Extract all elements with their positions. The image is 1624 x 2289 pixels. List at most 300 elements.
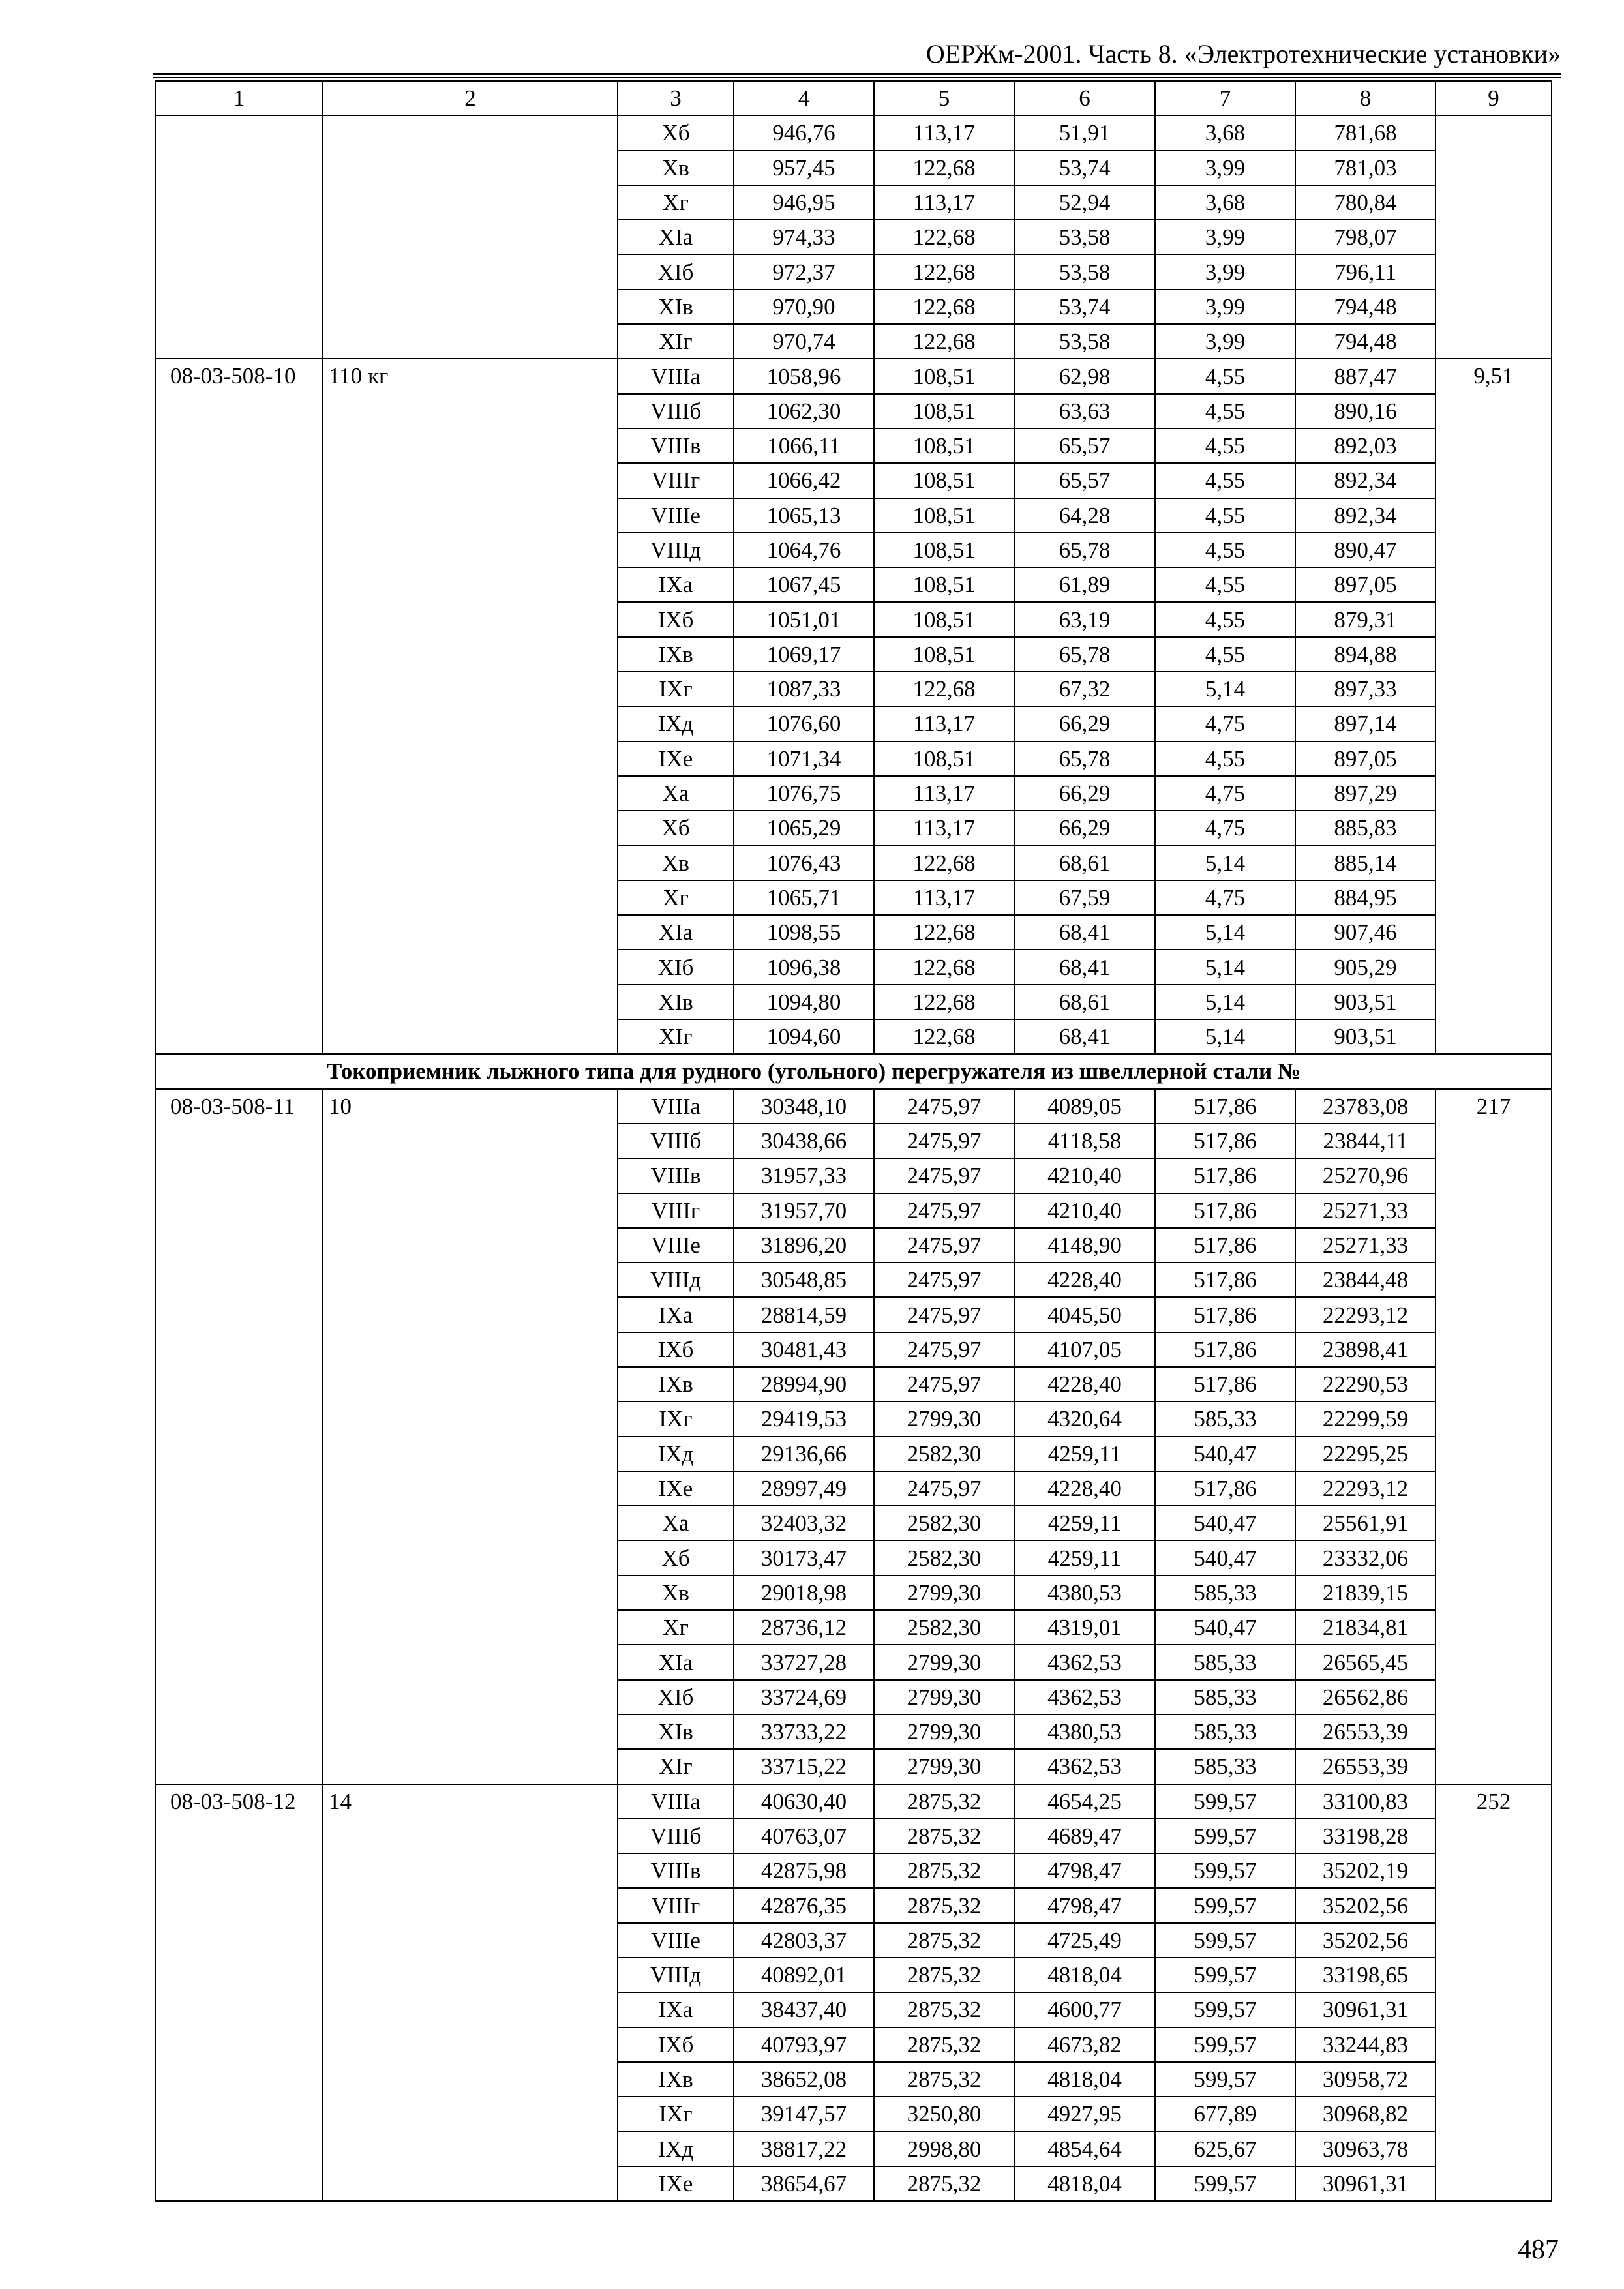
machinist-wages-cell: 5,14 (1155, 915, 1295, 950)
machine-cost-cell: 4798,47 (1014, 1853, 1155, 1888)
total-cost-cell: 946,76 (734, 115, 874, 150)
total-cost-cell: 33715,22 (734, 1749, 874, 1784)
machine-cost-cell: 4259,11 (1014, 1540, 1155, 1575)
total-cost-cell: 40892,01 (734, 1958, 874, 1992)
machinist-wages-cell: 540,47 (1155, 1540, 1295, 1575)
region-cell: Xа (618, 776, 734, 811)
column-number: 1 (155, 81, 323, 115)
wages-cell: 108,51 (874, 359, 1014, 393)
total-cost-cell: 32403,32 (734, 1506, 874, 1540)
wages-cell: 122,68 (874, 985, 1014, 1019)
materials-cost-cell: 879,31 (1295, 602, 1436, 636)
header-divider (153, 73, 1561, 78)
machine-cost-cell: 64,28 (1014, 498, 1155, 533)
materials-cost-cell: 892,03 (1295, 428, 1436, 463)
wages-cell: 2875,32 (874, 2027, 1014, 2062)
page-number: 487 (1518, 2235, 1559, 2265)
materials-cost-cell: 30958,72 (1295, 2062, 1436, 2097)
total-cost-cell: 972,37 (734, 254, 874, 289)
machinist-wages-cell: 517,86 (1155, 1158, 1295, 1193)
rate-code-cell (155, 115, 323, 359)
wages-cell: 2582,30 (874, 1540, 1014, 1575)
materials-cost-cell: 887,47 (1295, 359, 1436, 393)
rate-code-cell: 08-03-508-12 (155, 1784, 323, 2202)
machine-cost-cell: 53,74 (1014, 290, 1155, 324)
rate-code-cell: 08-03-508-11 (155, 1089, 323, 1784)
total-cost-cell: 30481,43 (734, 1332, 874, 1367)
materials-cost-cell: 22293,12 (1295, 1297, 1436, 1332)
materials-cost-cell: 903,51 (1295, 1019, 1436, 1054)
table-row (155, 115, 1552, 150)
machinist-wages-cell: 517,86 (1155, 1332, 1295, 1367)
rate-code-cell: 08-03-508-10 (155, 359, 323, 1054)
materials-cost-cell: 35202,56 (1295, 1888, 1436, 1922)
machine-cost-cell: 4107,05 (1014, 1332, 1155, 1367)
total-cost-cell: 1066,11 (734, 428, 874, 463)
total-cost-cell: 1065,29 (734, 811, 874, 845)
region-cell: VIIIа (618, 1089, 734, 1124)
machine-cost-cell: 67,59 (1014, 880, 1155, 915)
region-cell: IXа (618, 1297, 734, 1332)
machinist-wages-cell: 540,47 (1155, 1506, 1295, 1540)
region-cell: VIIIг (618, 463, 734, 498)
wages-cell: 122,68 (874, 672, 1014, 706)
machine-cost-cell: 4654,25 (1014, 1784, 1155, 1819)
materials-cost-cell: 23844,48 (1295, 1263, 1436, 1297)
region-cell: IXе (618, 741, 734, 776)
total-cost-cell: 1094,60 (734, 1019, 874, 1054)
wages-cell: 2875,32 (874, 1992, 1014, 2027)
total-cost-cell: 31957,33 (734, 1158, 874, 1193)
wages-cell: 2799,30 (874, 1645, 1014, 1679)
region-cell: IXб (618, 2027, 734, 2062)
machinist-wages-cell: 517,86 (1155, 1124, 1295, 1158)
machine-cost-cell: 61,89 (1014, 567, 1155, 602)
wages-cell: 108,51 (874, 428, 1014, 463)
wages-cell: 108,51 (874, 637, 1014, 672)
region-cell: VIIIв (618, 1853, 734, 1888)
region-cell: IXа (618, 1992, 734, 2027)
materials-cost-cell: 25561,91 (1295, 1506, 1436, 1540)
wages-cell: 2875,32 (874, 2062, 1014, 2097)
wages-cell: 108,51 (874, 602, 1014, 636)
materials-cost-cell: 26565,45 (1295, 1645, 1436, 1679)
region-cell: IXг (618, 1401, 734, 1436)
wages-cell: 2875,32 (874, 1923, 1014, 1958)
machinist-wages-cell: 517,86 (1155, 1367, 1295, 1401)
wages-cell: 113,17 (874, 880, 1014, 915)
labor-cost-cell: 252 (1436, 1784, 1552, 2202)
machine-cost-cell: 62,98 (1014, 359, 1155, 393)
wages-cell: 113,17 (874, 706, 1014, 741)
region-cell: VIIIе (618, 1228, 734, 1263)
region-cell: XIа (618, 915, 734, 950)
total-cost-cell: 1058,96 (734, 359, 874, 393)
total-cost-cell: 38652,08 (734, 2062, 874, 2097)
materials-cost-cell: 26562,86 (1295, 1680, 1436, 1714)
machine-cost-cell: 4854,64 (1014, 2132, 1155, 2166)
materials-cost-cell: 23844,11 (1295, 1124, 1436, 1158)
region-cell: Xв (618, 1576, 734, 1610)
total-cost-cell: 970,90 (734, 290, 874, 324)
materials-cost-cell: 23898,41 (1295, 1332, 1436, 1367)
wages-cell: 122,68 (874, 220, 1014, 254)
machine-cost-cell: 53,58 (1014, 220, 1155, 254)
machinist-wages-cell: 3,99 (1155, 324, 1295, 359)
region-cell: VIIIб (618, 1124, 734, 1158)
total-cost-cell: 40793,97 (734, 2027, 874, 2062)
region-cell: Xб (618, 115, 734, 150)
machine-cost-cell: 4380,53 (1014, 1714, 1155, 1749)
total-cost-cell: 38437,40 (734, 1992, 874, 2027)
materials-cost-cell: 885,14 (1295, 846, 1436, 880)
table-row (155, 1089, 1552, 1124)
machine-cost-cell: 4319,01 (1014, 1610, 1155, 1645)
materials-cost-cell: 26553,39 (1295, 1749, 1436, 1784)
materials-cost-cell: 905,29 (1295, 950, 1436, 984)
wages-cell: 2799,30 (874, 1749, 1014, 1784)
machinist-wages-cell: 5,14 (1155, 1019, 1295, 1054)
machine-cost-cell: 4148,90 (1014, 1228, 1155, 1263)
materials-cost-cell: 22293,12 (1295, 1471, 1436, 1506)
region-cell: XIг (618, 324, 734, 359)
total-cost-cell: 970,74 (734, 324, 874, 359)
wages-cell: 122,68 (874, 254, 1014, 289)
table-body (155, 115, 1552, 2201)
wages-cell: 113,17 (874, 185, 1014, 220)
wages-cell: 2475,97 (874, 1332, 1014, 1367)
region-cell: XIг (618, 1019, 734, 1054)
wages-cell: 2475,97 (874, 1367, 1014, 1401)
machinist-wages-cell: 517,86 (1155, 1228, 1295, 1263)
machine-cost-cell: 68,61 (1014, 846, 1155, 880)
machine-cost-cell: 4725,49 (1014, 1923, 1155, 1958)
machinist-wages-cell: 4,55 (1155, 428, 1295, 463)
machinist-wages-cell: 4,55 (1155, 602, 1295, 636)
machinist-wages-cell: 4,55 (1155, 463, 1295, 498)
total-cost-cell: 1066,42 (734, 463, 874, 498)
table-row (155, 1784, 1552, 1819)
machinist-wages-cell: 585,33 (1155, 1714, 1295, 1749)
materials-cost-cell: 892,34 (1295, 463, 1436, 498)
wages-cell: 2875,32 (874, 1853, 1014, 1888)
labor-cost-cell (1436, 115, 1552, 359)
machine-cost-cell: 4228,40 (1014, 1471, 1155, 1506)
machinist-wages-cell: 5,14 (1155, 846, 1295, 880)
total-cost-cell: 974,33 (734, 220, 874, 254)
document-header-title: ОЕРЖм-2001. Часть 8. «Электротехнические установки» (925, 39, 1561, 68)
materials-cost-cell: 22295,25 (1295, 1437, 1436, 1471)
region-cell: XIб (618, 254, 734, 289)
region-cell: XIв (618, 985, 734, 1019)
wages-cell: 122,68 (874, 1019, 1014, 1054)
region-cell: VIIIб (618, 1819, 734, 1853)
column-number: 8 (1295, 81, 1436, 115)
machinist-wages-cell: 517,86 (1155, 1297, 1295, 1332)
total-cost-cell: 1065,71 (734, 880, 874, 915)
region-cell: IXб (618, 602, 734, 636)
wages-cell: 2475,97 (874, 1263, 1014, 1297)
wages-cell: 122,68 (874, 846, 1014, 880)
region-cell: VIIIе (618, 1923, 734, 1958)
region-cell: IXд (618, 1437, 734, 1471)
machinist-wages-cell: 5,14 (1155, 672, 1295, 706)
region-cell: VIIIа (618, 1784, 734, 1819)
wages-cell: 2799,30 (874, 1576, 1014, 1610)
total-cost-cell: 29018,98 (734, 1576, 874, 1610)
item-name-cell: 10 (323, 1089, 618, 1784)
machinist-wages-cell: 3,99 (1155, 151, 1295, 185)
materials-cost-cell: 796,11 (1295, 254, 1436, 289)
wages-cell: 122,68 (874, 915, 1014, 950)
wages-cell: 122,68 (874, 151, 1014, 185)
materials-cost-cell: 21839,15 (1295, 1576, 1436, 1610)
machinist-wages-cell: 3,68 (1155, 185, 1295, 220)
total-cost-cell: 1096,38 (734, 950, 874, 984)
column-number-row (155, 81, 1552, 115)
machine-cost-cell: 4210,40 (1014, 1193, 1155, 1228)
materials-cost-cell: 892,34 (1295, 498, 1436, 533)
machinist-wages-cell: 599,57 (1155, 2062, 1295, 2097)
machine-cost-cell: 4818,04 (1014, 2166, 1155, 2201)
machine-cost-cell: 65,57 (1014, 463, 1155, 498)
machinist-wages-cell: 5,14 (1155, 985, 1295, 1019)
wages-cell: 108,51 (874, 394, 1014, 428)
total-cost-cell: 1087,33 (734, 672, 874, 706)
machinist-wages-cell: 4,55 (1155, 567, 1295, 602)
rates-table (155, 80, 1552, 2202)
region-cell: VIIIд (618, 1263, 734, 1297)
wages-cell: 113,17 (874, 811, 1014, 845)
machinist-wages-cell: 3,99 (1155, 290, 1295, 324)
machinist-wages-cell: 4,75 (1155, 776, 1295, 811)
column-number: 9 (1436, 81, 1552, 115)
materials-cost-cell: 23783,08 (1295, 1089, 1436, 1124)
wages-cell: 113,17 (874, 776, 1014, 811)
wages-cell: 2799,30 (874, 1680, 1014, 1714)
region-cell: VIIIд (618, 533, 734, 567)
region-cell: VIIIг (618, 1888, 734, 1922)
machine-cost-cell: 4362,53 (1014, 1749, 1155, 1784)
machine-cost-cell: 4689,47 (1014, 1819, 1155, 1853)
total-cost-cell: 30348,10 (734, 1089, 874, 1124)
total-cost-cell: 28994,90 (734, 1367, 874, 1401)
wages-cell: 2875,32 (874, 1888, 1014, 1922)
region-cell: Xб (618, 811, 734, 845)
wages-cell: 2875,32 (874, 1958, 1014, 1992)
machine-cost-cell: 4259,11 (1014, 1437, 1155, 1471)
materials-cost-cell: 781,03 (1295, 151, 1436, 185)
materials-cost-cell: 25271,33 (1295, 1193, 1436, 1228)
materials-cost-cell: 33244,83 (1295, 2027, 1436, 2062)
wages-cell: 108,51 (874, 741, 1014, 776)
labor-cost-cell: 9,51 (1436, 359, 1552, 1054)
machine-cost-cell: 66,29 (1014, 811, 1155, 845)
total-cost-cell: 29419,53 (734, 1401, 874, 1436)
machine-cost-cell: 68,41 (1014, 950, 1155, 984)
machinist-wages-cell: 3,68 (1155, 115, 1295, 150)
machine-cost-cell: 4118,58 (1014, 1124, 1155, 1158)
region-cell: Xв (618, 846, 734, 880)
machine-cost-cell: 66,29 (1014, 706, 1155, 741)
machinist-wages-cell: 599,57 (1155, 2166, 1295, 2201)
wages-cell: 2582,30 (874, 1610, 1014, 1645)
region-cell: XIв (618, 1714, 734, 1749)
total-cost-cell: 1067,45 (734, 567, 874, 602)
total-cost-cell: 33724,69 (734, 1680, 874, 1714)
machine-cost-cell: 4362,53 (1014, 1680, 1155, 1714)
wages-cell: 2582,30 (874, 1437, 1014, 1471)
region-cell: VIIIв (618, 428, 734, 463)
machinist-wages-cell: 585,33 (1155, 1749, 1295, 1784)
region-cell: XIв (618, 290, 734, 324)
machinist-wages-cell: 599,57 (1155, 1853, 1295, 1888)
wages-cell: 2582,30 (874, 1506, 1014, 1540)
machine-cost-cell: 63,63 (1014, 394, 1155, 428)
machine-cost-cell: 4089,05 (1014, 1089, 1155, 1124)
machinist-wages-cell: 677,89 (1155, 2097, 1295, 2131)
wages-cell: 2875,32 (874, 1784, 1014, 1819)
wages-cell: 108,51 (874, 567, 1014, 602)
total-cost-cell: 28997,49 (734, 1471, 874, 1506)
machinist-wages-cell: 517,86 (1155, 1089, 1295, 1124)
region-cell: IXв (618, 1367, 734, 1401)
machine-cost-cell: 68,61 (1014, 985, 1155, 1019)
wages-cell: 122,68 (874, 950, 1014, 984)
machine-cost-cell: 4380,53 (1014, 1576, 1155, 1610)
total-cost-cell: 31896,20 (734, 1228, 874, 1263)
materials-cost-cell: 33198,28 (1295, 1819, 1436, 1853)
machine-cost-cell: 53,58 (1014, 324, 1155, 359)
machine-cost-cell: 53,58 (1014, 254, 1155, 289)
wages-cell: 122,68 (874, 290, 1014, 324)
materials-cost-cell: 897,29 (1295, 776, 1436, 811)
machine-cost-cell: 4045,50 (1014, 1297, 1155, 1332)
wages-cell: 2475,97 (874, 1471, 1014, 1506)
item-name-cell: 110 кг (323, 359, 618, 1054)
materials-cost-cell: 30961,31 (1295, 2166, 1436, 2201)
machine-cost-cell: 4673,82 (1014, 2027, 1155, 2062)
item-name-cell (323, 115, 618, 359)
materials-cost-cell: 30968,82 (1295, 2097, 1436, 2131)
materials-cost-cell: 22290,53 (1295, 1367, 1436, 1401)
column-number: 3 (618, 81, 734, 115)
machinist-wages-cell: 585,33 (1155, 1401, 1295, 1436)
machinist-wages-cell: 585,33 (1155, 1645, 1295, 1679)
total-cost-cell: 30173,47 (734, 1540, 874, 1575)
machinist-wages-cell: 540,47 (1155, 1610, 1295, 1645)
wages-cell: 2475,97 (874, 1297, 1014, 1332)
section-heading-row (155, 1054, 1552, 1088)
region-cell: VIIIа (618, 359, 734, 393)
wages-cell: 2998,80 (874, 2132, 1014, 2166)
machinist-wages-cell: 4,75 (1155, 811, 1295, 845)
region-cell: Xг (618, 185, 734, 220)
materials-cost-cell: 35202,56 (1295, 1923, 1436, 1958)
materials-cost-cell: 794,48 (1295, 324, 1436, 359)
machinist-wages-cell: 3,99 (1155, 220, 1295, 254)
region-cell: Xг (618, 1610, 734, 1645)
machine-cost-cell: 4600,77 (1014, 1992, 1155, 2027)
materials-cost-cell: 30961,31 (1295, 1992, 1436, 2027)
machine-cost-cell: 51,91 (1014, 115, 1155, 150)
table-row (155, 359, 1552, 393)
region-cell: Xб (618, 1540, 734, 1575)
machinist-wages-cell: 4,75 (1155, 880, 1295, 915)
total-cost-cell: 30548,85 (734, 1263, 874, 1297)
region-cell: XIб (618, 950, 734, 984)
machinist-wages-cell: 625,67 (1155, 2132, 1295, 2166)
region-cell: Xг (618, 880, 734, 915)
total-cost-cell: 42876,35 (734, 1888, 874, 1922)
region-cell: XIб (618, 1680, 734, 1714)
wages-cell: 108,51 (874, 498, 1014, 533)
machinist-wages-cell: 4,55 (1155, 394, 1295, 428)
machinist-wages-cell: 3,99 (1155, 254, 1295, 289)
machine-cost-cell: 4798,47 (1014, 1888, 1155, 1922)
wages-cell: 2799,30 (874, 1714, 1014, 1749)
machinist-wages-cell: 540,47 (1155, 1437, 1295, 1471)
region-cell: VIIIб (618, 394, 734, 428)
total-cost-cell: 1094,80 (734, 985, 874, 1019)
machine-cost-cell: 65,78 (1014, 533, 1155, 567)
total-cost-cell: 38654,67 (734, 2166, 874, 2201)
total-cost-cell: 31957,70 (734, 1193, 874, 1228)
materials-cost-cell: 35202,19 (1295, 1853, 1436, 1888)
region-cell: VIIIв (618, 1158, 734, 1193)
materials-cost-cell: 780,84 (1295, 185, 1436, 220)
total-cost-cell: 28814,59 (734, 1297, 874, 1332)
machinist-wages-cell: 4,55 (1155, 359, 1295, 393)
materials-cost-cell: 890,47 (1295, 533, 1436, 567)
total-cost-cell: 29136,66 (734, 1437, 874, 1471)
region-cell: IXд (618, 2132, 734, 2166)
wages-cell: 2475,97 (874, 1228, 1014, 1263)
machine-cost-cell: 4362,53 (1014, 1645, 1155, 1679)
materials-cost-cell: 794,48 (1295, 290, 1436, 324)
machinist-wages-cell: 599,57 (1155, 2027, 1295, 2062)
machinist-wages-cell: 599,57 (1155, 1923, 1295, 1958)
wages-cell: 108,51 (874, 533, 1014, 567)
region-cell: IXв (618, 637, 734, 672)
machine-cost-cell: 63,19 (1014, 602, 1155, 636)
materials-cost-cell: 25270,96 (1295, 1158, 1436, 1193)
region-cell: IXе (618, 1471, 734, 1506)
total-cost-cell: 42875,98 (734, 1853, 874, 1888)
column-number: 4 (734, 81, 874, 115)
total-cost-cell: 28736,12 (734, 1610, 874, 1645)
total-cost-cell: 30438,66 (734, 1124, 874, 1158)
materials-cost-cell: 897,05 (1295, 567, 1436, 602)
machine-cost-cell: 4927,95 (1014, 2097, 1155, 2131)
machinist-wages-cell: 5,14 (1155, 950, 1295, 984)
machine-cost-cell: 65,57 (1014, 428, 1155, 463)
region-cell: XIа (618, 1645, 734, 1679)
wages-cell: 2475,97 (874, 1193, 1014, 1228)
region-cell: VIIIг (618, 1193, 734, 1228)
machinist-wages-cell: 517,86 (1155, 1193, 1295, 1228)
wages-cell: 2875,32 (874, 1819, 1014, 1853)
machine-cost-cell: 67,32 (1014, 672, 1155, 706)
total-cost-cell: 1098,55 (734, 915, 874, 950)
machine-cost-cell: 68,41 (1014, 1019, 1155, 1054)
machinist-wages-cell: 599,57 (1155, 1992, 1295, 2027)
region-cell: Xв (618, 151, 734, 185)
wages-cell: 2475,97 (874, 1124, 1014, 1158)
machine-cost-cell: 4320,64 (1014, 1401, 1155, 1436)
machine-cost-cell: 4818,04 (1014, 2062, 1155, 2097)
machinist-wages-cell: 599,57 (1155, 1784, 1295, 1819)
